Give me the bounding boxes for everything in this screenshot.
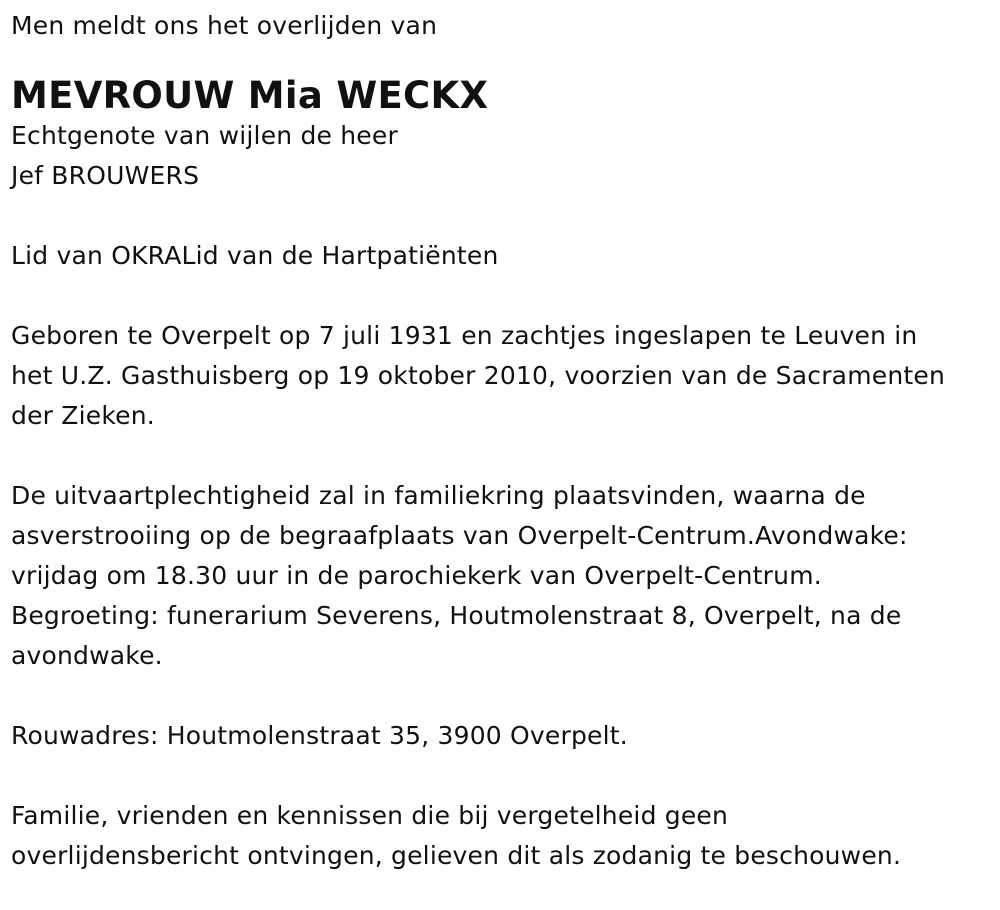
intro-text: Men meldt ons het overlijden van [11, 11, 438, 40]
membership-section [11, 236, 986, 276]
spouse-line-2: Jef BROUWERS [11, 161, 200, 190]
paragraph-line: avondwake. [11, 641, 163, 670]
paragraph-line: overlijdensbericht ontvingen, gelieven dit als zodanig te beschouwen. [11, 841, 902, 870]
paragraph-line: Familie, vrienden en kennissen die bij vergetelheid geen [11, 801, 729, 830]
mourning-address: Rouwadres: Houtmolenstraat 35, 3900 Overpelt. [11, 721, 628, 750]
paragraph-line: Geboren te Overpelt op 7 juli 1931 en zachtjes ingeslapen te Leuven in [11, 321, 918, 350]
membership-text: Lid van OKRALid van de Hartpatiënten [11, 241, 499, 270]
death-notice [11, 6, 986, 876]
spouse-line-1: Echtgenote van wijlen de heer [11, 121, 398, 150]
deceased-name: MEVROUW Mia WECKX [11, 74, 489, 117]
paragraph-line: Begroeting: funerarium Severens, Houtmolenstraat 8, Overpelt, na de [11, 601, 902, 630]
funeral-paragraph [11, 476, 986, 676]
paragraph-line: het U.Z. Gasthuisberg op 19 oktober 2010, voorzien van de Sacramenten [11, 361, 946, 390]
closing-paragraph [11, 796, 986, 876]
paragraph-line: vrijdag om 18.30 uur in de parochiekerk van Overpelt-Centrum. [11, 561, 822, 590]
paragraph-line: asverstrooiing op de begraafplaats van Overpelt-Centrum.Avondwake: [11, 521, 908, 550]
paragraph-line: De uitvaartplechtigheid zal in familiekring plaatsvinden, waarna de [11, 481, 866, 510]
paragraph-line: der Zieken. [11, 401, 155, 430]
birth-death-paragraph [11, 316, 986, 436]
address-section [11, 716, 986, 756]
